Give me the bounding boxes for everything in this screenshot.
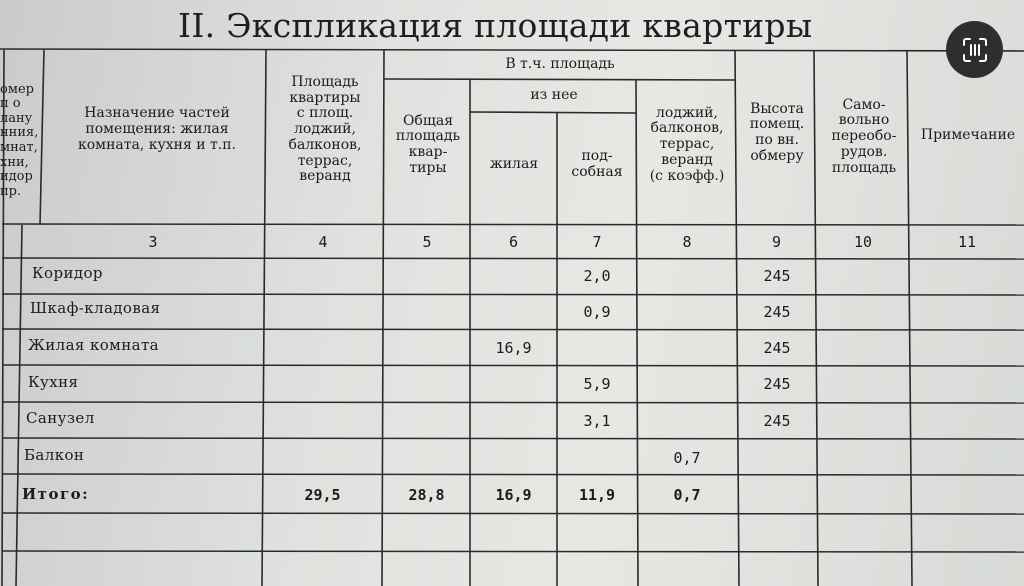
auxiliary-area: 2,0 (583, 267, 611, 286)
header-unauthorized: Само- вольно переобо- рудов. площадь (831, 96, 897, 176)
header-total-with-balconies: Площадь квартиры с площ. лоджий, балконов, террас, веранд (288, 74, 362, 185)
col-number: 11 (957, 232, 977, 251)
room-label: Коридор (32, 264, 103, 282)
balcony-area: 0,7 (673, 448, 701, 467)
room-label: Санузел (26, 409, 95, 427)
header-note: Примечание (920, 127, 1016, 144)
col-number: 5 (422, 232, 432, 251)
total-living: 16,9 (495, 485, 532, 504)
total-balconies: 0,7 (673, 485, 701, 504)
total-area: 28,8 (408, 485, 445, 504)
room-label: Балкон (24, 446, 85, 464)
col-number: 6 (508, 232, 519, 251)
auxiliary-area: 3,1 (583, 411, 611, 430)
col-number: 10 (853, 232, 873, 251)
text-scan-icon (961, 36, 989, 64)
room-label: Кухня (28, 373, 79, 391)
header-including-area: В т.ч. площадь (505, 56, 615, 73)
room-height: 245 (763, 411, 791, 430)
auxiliary-area: 5,9 (583, 374, 611, 393)
header-row-number: омер п о лану нния, мнат, хни, идор пр. (0, 81, 39, 199)
col-number: 7 (592, 232, 602, 251)
header-living: жилая (489, 156, 539, 173)
header-purpose: Назначение частей помещения: жилая комната, кухня и т.п. (78, 105, 236, 153)
room-label: Жилая комната (28, 336, 160, 354)
living-area: 16,9 (495, 338, 532, 357)
total-auxiliary: 11,9 (578, 485, 616, 504)
total-with-balconies: 29,5 (304, 485, 341, 504)
header-balconies: лоджий, балконов, террас, веранд (с коэфф.) (649, 104, 725, 184)
room-label: Шкаф-кладовая (30, 299, 161, 317)
text-scan-button[interactable] (946, 21, 1003, 78)
room-height: 245 (763, 338, 791, 357)
room-height: 245 (763, 267, 791, 286)
room-height: 245 (763, 374, 791, 393)
header-of-which: из нее (530, 87, 578, 104)
total-label: Итого: (22, 485, 90, 503)
auxiliary-area: 0,9 (583, 303, 611, 322)
room-height: 245 (763, 303, 791, 322)
header-height: Высота помещ. по вн. обмеру (749, 100, 805, 164)
page-title: II. Экспликация площади квартиры (178, 6, 813, 45)
col-number: 9 (771, 232, 782, 251)
col-number: 3 (148, 232, 158, 251)
col-number: 8 (682, 232, 692, 251)
header-auxiliary: под- собная (571, 148, 623, 180)
col-number: 4 (318, 232, 328, 251)
header-total-area: Общая площадь квар- тиры (395, 112, 461, 176)
